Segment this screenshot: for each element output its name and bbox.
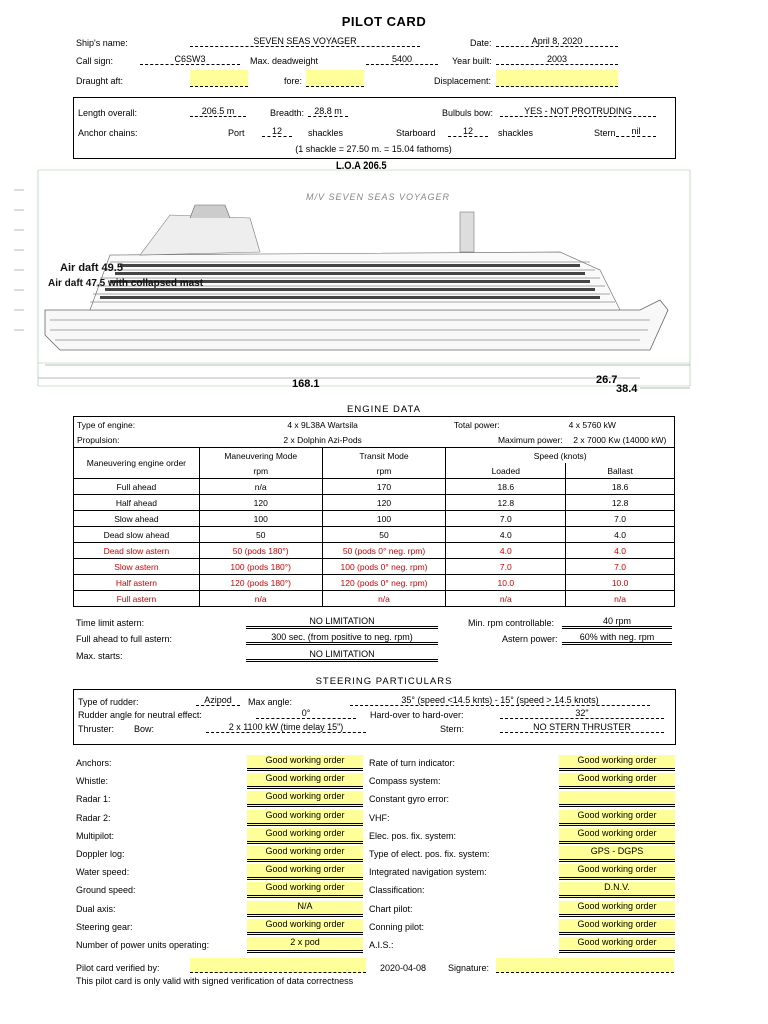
equipment-label: Steering gear: xyxy=(76,921,133,932)
equipment-label: Integrated navigation system: xyxy=(369,867,487,878)
fore-label: fore: xyxy=(284,76,303,86)
equipment-status-field[interactable]: Good working order xyxy=(559,773,675,789)
equipment-status-field[interactable]: 2 x pod xyxy=(247,937,363,953)
verified-by-label: Pilot card verified by: xyxy=(76,963,160,973)
engine-data-table xyxy=(73,416,675,607)
full-ahead-astern-label: Full ahead to full astern: xyxy=(76,634,173,644)
max-power-value: 2 x 7000 Kw (14000 kW) xyxy=(566,432,675,448)
header-ballast: Ballast xyxy=(566,463,675,479)
equipment-label: Elec. pos. fix. system: xyxy=(369,830,457,841)
equipment-status-field[interactable]: Good working order xyxy=(559,810,675,826)
ship-name-field[interactable]: SEVEN SEAS VOYAGER xyxy=(190,36,420,47)
ballast-cell: 7.0 xyxy=(566,511,675,527)
ballast-cell: 4.0 xyxy=(566,543,675,559)
full-ahead-astern-field[interactable]: 300 sec. (from positive to neg. rpm) xyxy=(246,632,438,645)
bow-thruster-label: Bow: xyxy=(134,724,155,734)
dimension-26: 26.7 xyxy=(596,374,618,386)
engine-type-label: Type of engine: xyxy=(74,417,200,433)
header-transit-mode: Transit Mode xyxy=(322,448,446,464)
starboard-field[interactable]: 12 xyxy=(448,126,488,137)
equipment-label: Anchors: xyxy=(76,758,112,768)
signature-field[interactable] xyxy=(496,958,674,973)
loaded-cell: 7.0 xyxy=(446,559,566,575)
equipment-label: Radar 1: xyxy=(76,794,111,805)
hard-over-label: Hard-over to hard-over: xyxy=(370,710,464,720)
equipment-status-field[interactable]: N/A xyxy=(247,901,363,917)
displacement-label: Displacement: xyxy=(434,76,492,86)
equipment-status-field[interactable]: GPS - DGPS xyxy=(559,846,675,862)
loa-drawing-label: L.O.A 206.5 xyxy=(336,160,387,172)
equipment-label: Type of elect. pos. fix. system: xyxy=(369,849,490,859)
ballast-cell: 4.0 xyxy=(566,527,675,543)
max-angle-field[interactable]: 35° (speed <14.5 knts) - 15° (speed > 14.5 knots) xyxy=(350,695,650,706)
table-row xyxy=(74,559,675,575)
loaded-cell: 10.0 xyxy=(446,575,566,591)
draught-fore-field[interactable] xyxy=(306,70,364,87)
verified-date: 2020-04-08 xyxy=(380,963,427,973)
ballast-cell: 10.0 xyxy=(566,575,675,591)
propulsion-label: Propulsion: xyxy=(74,432,200,448)
shackles-label-port: shackles xyxy=(308,128,344,138)
equipment-label: Rate of turn indicator: xyxy=(369,758,456,768)
tm-cell: 100 (pods 0° neg. rpm) xyxy=(322,559,446,575)
equipment-label: Ground speed: xyxy=(76,885,136,896)
verified-by-field[interactable] xyxy=(190,958,366,973)
air-draft-label: Air daft 49.5 xyxy=(60,262,123,274)
loa-label: Length overall: xyxy=(78,108,138,118)
ship-name-label: Ship's name: xyxy=(76,38,128,48)
displacement-field[interactable] xyxy=(496,70,618,87)
hard-over-field[interactable]: 32" xyxy=(500,708,664,719)
tm-cell: 100 xyxy=(322,511,446,527)
rudder-type-label: Type of rudder: xyxy=(78,697,139,707)
mm-cell: 100 (pods 180°) xyxy=(199,559,322,575)
bulb-label: Bulbuls bow: xyxy=(442,108,494,118)
engine-data-heading: ENGINE DATA xyxy=(347,404,421,415)
draught-aft-field[interactable] xyxy=(190,70,248,87)
neutral-angle-field[interactable]: 0° xyxy=(256,708,356,719)
deadweight-label: Max. deadweight xyxy=(250,56,319,66)
header-loaded: Loaded xyxy=(446,463,566,479)
max-starts-field[interactable]: NO LIMITATION xyxy=(246,649,438,662)
mm-cell: 120 (pods 180°) xyxy=(199,575,322,591)
ballast-cell: 18.6 xyxy=(566,479,675,495)
mm-cell: 50 xyxy=(199,527,322,543)
stern-thruster-field[interactable]: NO STERN THRUSTER xyxy=(500,722,664,733)
table-row xyxy=(74,575,675,591)
time-limit-label: Time limit astern: xyxy=(76,618,145,628)
table-row xyxy=(74,527,675,543)
ballast-cell: n/a xyxy=(566,591,675,607)
time-limit-field[interactable]: NO LIMITATION xyxy=(246,616,438,629)
tm-cell: n/a xyxy=(322,591,446,607)
equipment-status-field[interactable]: Good working order xyxy=(247,791,363,807)
signature-label: Signature: xyxy=(448,963,490,973)
propulsion-value: 2 x Dolphin Azi-Pods xyxy=(199,432,446,448)
max-power-label: Maximum power: xyxy=(446,432,566,448)
mm-cell: 50 (pods 180°) xyxy=(199,543,322,559)
max-angle-label: Max angle: xyxy=(248,697,293,707)
equipment-status-field[interactable]: Good working order xyxy=(247,810,363,826)
total-power-label: Total power: xyxy=(446,417,566,433)
tm-cell: 120 (pods 0° neg. rpm) xyxy=(322,575,446,591)
loaded-cell: 4.0 xyxy=(446,527,566,543)
equipment-label: Multipilot: xyxy=(76,830,115,841)
equipment-status-field[interactable]: Good working order xyxy=(247,919,363,935)
rudder-type-field[interactable]: Azipod xyxy=(196,695,240,706)
year-built-field[interactable]: 2003 xyxy=(496,54,618,65)
table-row xyxy=(74,511,675,527)
equipment-label: VHF: xyxy=(369,812,390,823)
year-built-label: Year built: xyxy=(452,56,492,66)
astern-power-label: Astern power: xyxy=(502,634,558,644)
engine-order-cell: Full astern xyxy=(74,591,200,607)
starboard-label: Starboard xyxy=(396,128,436,138)
table-row xyxy=(74,591,675,607)
shackles-label-starboard: shackles xyxy=(498,128,534,138)
total-power-value: 4 x 5760 kW xyxy=(566,417,675,433)
header-maneuvering-mode: Maneuvering Mode xyxy=(199,448,322,464)
tm-cell: 50 xyxy=(322,527,446,543)
bow-thruster-field[interactable]: 2 x 1100 kW (time delay 15") xyxy=(206,722,366,733)
breadth-field[interactable]: 28.8 m xyxy=(308,106,348,117)
engine-order-cell: Slow astern xyxy=(74,559,200,575)
tm-cell: 170 xyxy=(322,479,446,495)
equipment-label: Classification: xyxy=(369,885,425,896)
port-field[interactable]: 12 xyxy=(262,126,292,137)
equipment-status-field[interactable]: Good working order xyxy=(247,864,363,880)
equipment-status-field[interactable]: Good working order xyxy=(559,937,675,953)
equipment-status-field[interactable]: Good working order xyxy=(559,919,675,935)
equipment-status-field[interactable]: Good working order xyxy=(559,755,675,771)
equipment-status-field[interactable]: Good working order xyxy=(247,828,363,844)
ballast-cell: 12.8 xyxy=(566,495,675,511)
equipment-label: Doppler log: xyxy=(76,849,125,859)
equipment-label: Number of power units operating: xyxy=(76,940,210,950)
engine-order-cell: Dead slow ahead xyxy=(74,527,200,543)
equipment-status-field[interactable]: Good working order xyxy=(559,828,675,844)
equipment-status-field[interactable]: D.N.V. xyxy=(559,882,675,898)
page-title: PILOT CARD xyxy=(341,14,427,29)
equipment-status-field[interactable]: Good working order xyxy=(247,846,363,862)
mm-cell: n/a xyxy=(199,591,322,607)
equipment-label: A.I.S.: xyxy=(369,940,394,950)
engine-order-cell: Half astern xyxy=(74,575,200,591)
equipment-label: Conning pilot: xyxy=(369,921,425,932)
date-label: Date: xyxy=(470,38,492,48)
header-rpm-tm: rpm xyxy=(322,463,446,479)
equipment-label: Dual axis: xyxy=(76,903,116,914)
equipment-status-field[interactable]: Good working order xyxy=(247,882,363,898)
header-engine-order: Maneuvering engine order xyxy=(74,448,200,479)
astern-power-field[interactable]: 60% with neg. rpm xyxy=(562,632,672,645)
breadth-label: Breadth: xyxy=(270,108,305,118)
engine-order-cell: Half ahead xyxy=(74,495,200,511)
mm-cell: 100 xyxy=(199,511,322,527)
tm-cell: 120 xyxy=(322,495,446,511)
draught-aft-label: Draught aft: xyxy=(76,76,124,86)
mm-cell: 120 xyxy=(199,495,322,511)
engine-order-cell: Full ahead xyxy=(74,479,200,495)
neutral-angle-label: Rudder angle for neutral effect: xyxy=(78,710,202,720)
engine-order-cell: Slow ahead xyxy=(74,511,200,527)
equipment-label: Radar 2: xyxy=(76,812,111,823)
min-rpm-field[interactable]: 40 rpm xyxy=(562,616,672,629)
equipment-label: Compass system: xyxy=(369,776,441,787)
equipment-status-field[interactable]: Good working order xyxy=(559,864,675,880)
shackle-note: (1 shackle = 27.50 m. = 15.04 fathoms) xyxy=(295,144,452,154)
loaded-cell: n/a xyxy=(446,591,566,607)
equipment-status-field[interactable]: Good working order xyxy=(559,901,675,917)
mm-cell: n/a xyxy=(199,479,322,495)
steering-heading: STEERING PARTICULARS xyxy=(315,676,453,687)
header-speed: Speed (knots) xyxy=(446,448,675,464)
bulb-field[interactable]: YES - NOT PROTRUDING xyxy=(500,106,656,117)
equipment-status-field[interactable]: Good working order xyxy=(247,755,363,771)
loaded-cell: 7.0 xyxy=(446,511,566,527)
loa-field[interactable]: 206.5 m xyxy=(190,106,246,117)
validity-note: This pilot card is only valid with signed verification of data correctness xyxy=(76,976,354,986)
stern-chain-label: Stern xyxy=(594,128,616,138)
dimension-38: 38.4 xyxy=(616,383,638,395)
loaded-cell: 4.0 xyxy=(446,543,566,559)
min-rpm-label: Min. rpm controllable: xyxy=(468,618,555,628)
loaded-cell: 12.8 xyxy=(446,495,566,511)
port-label: Port xyxy=(228,128,245,138)
call-sign-field[interactable]: C6SW3 xyxy=(140,54,240,65)
loaded-cell: 18.6 xyxy=(446,479,566,495)
equipment-label: Whistle: xyxy=(76,776,109,787)
tm-cell: 50 (pods 0° neg. rpm) xyxy=(322,543,446,559)
stern-chain-field[interactable]: nil xyxy=(616,126,656,137)
call-sign-label: Call sign: xyxy=(76,56,114,66)
thruster-label: Thruster: xyxy=(78,724,115,734)
equipment-status-field[interactable] xyxy=(559,791,675,807)
engine-type-value: 4 x 9L38A Wartsila xyxy=(199,417,446,433)
equipment-label: Constant gyro error: xyxy=(369,794,450,805)
table-row xyxy=(74,543,675,559)
table-row xyxy=(74,479,675,495)
equipment-label: Chart pilot: xyxy=(369,903,413,914)
stern-thruster-label: Stern: xyxy=(440,724,465,734)
ballast-cell: 7.0 xyxy=(566,559,675,575)
engine-order-cell: Dead slow astern xyxy=(74,543,200,559)
date-field[interactable]: April 8, 2020 xyxy=(496,36,618,47)
air-draft-mast-label: Air daft 47.5 with collapsed mast xyxy=(48,278,204,289)
header-rpm-mm: rpm xyxy=(199,463,322,479)
table-row xyxy=(74,495,675,511)
max-starts-label: Max. starts: xyxy=(76,651,123,661)
deadweight-field[interactable]: 5400 xyxy=(366,54,438,65)
drawing-ship-name: M/V SEVEN SEAS VOYAGER xyxy=(306,192,451,202)
dimension-168: 168.1 xyxy=(292,378,320,390)
anchor-chains-label: Anchor chains: xyxy=(78,128,138,138)
equipment-status-field[interactable]: Good working order xyxy=(247,773,363,789)
equipment-label: Water speed: xyxy=(76,867,130,878)
